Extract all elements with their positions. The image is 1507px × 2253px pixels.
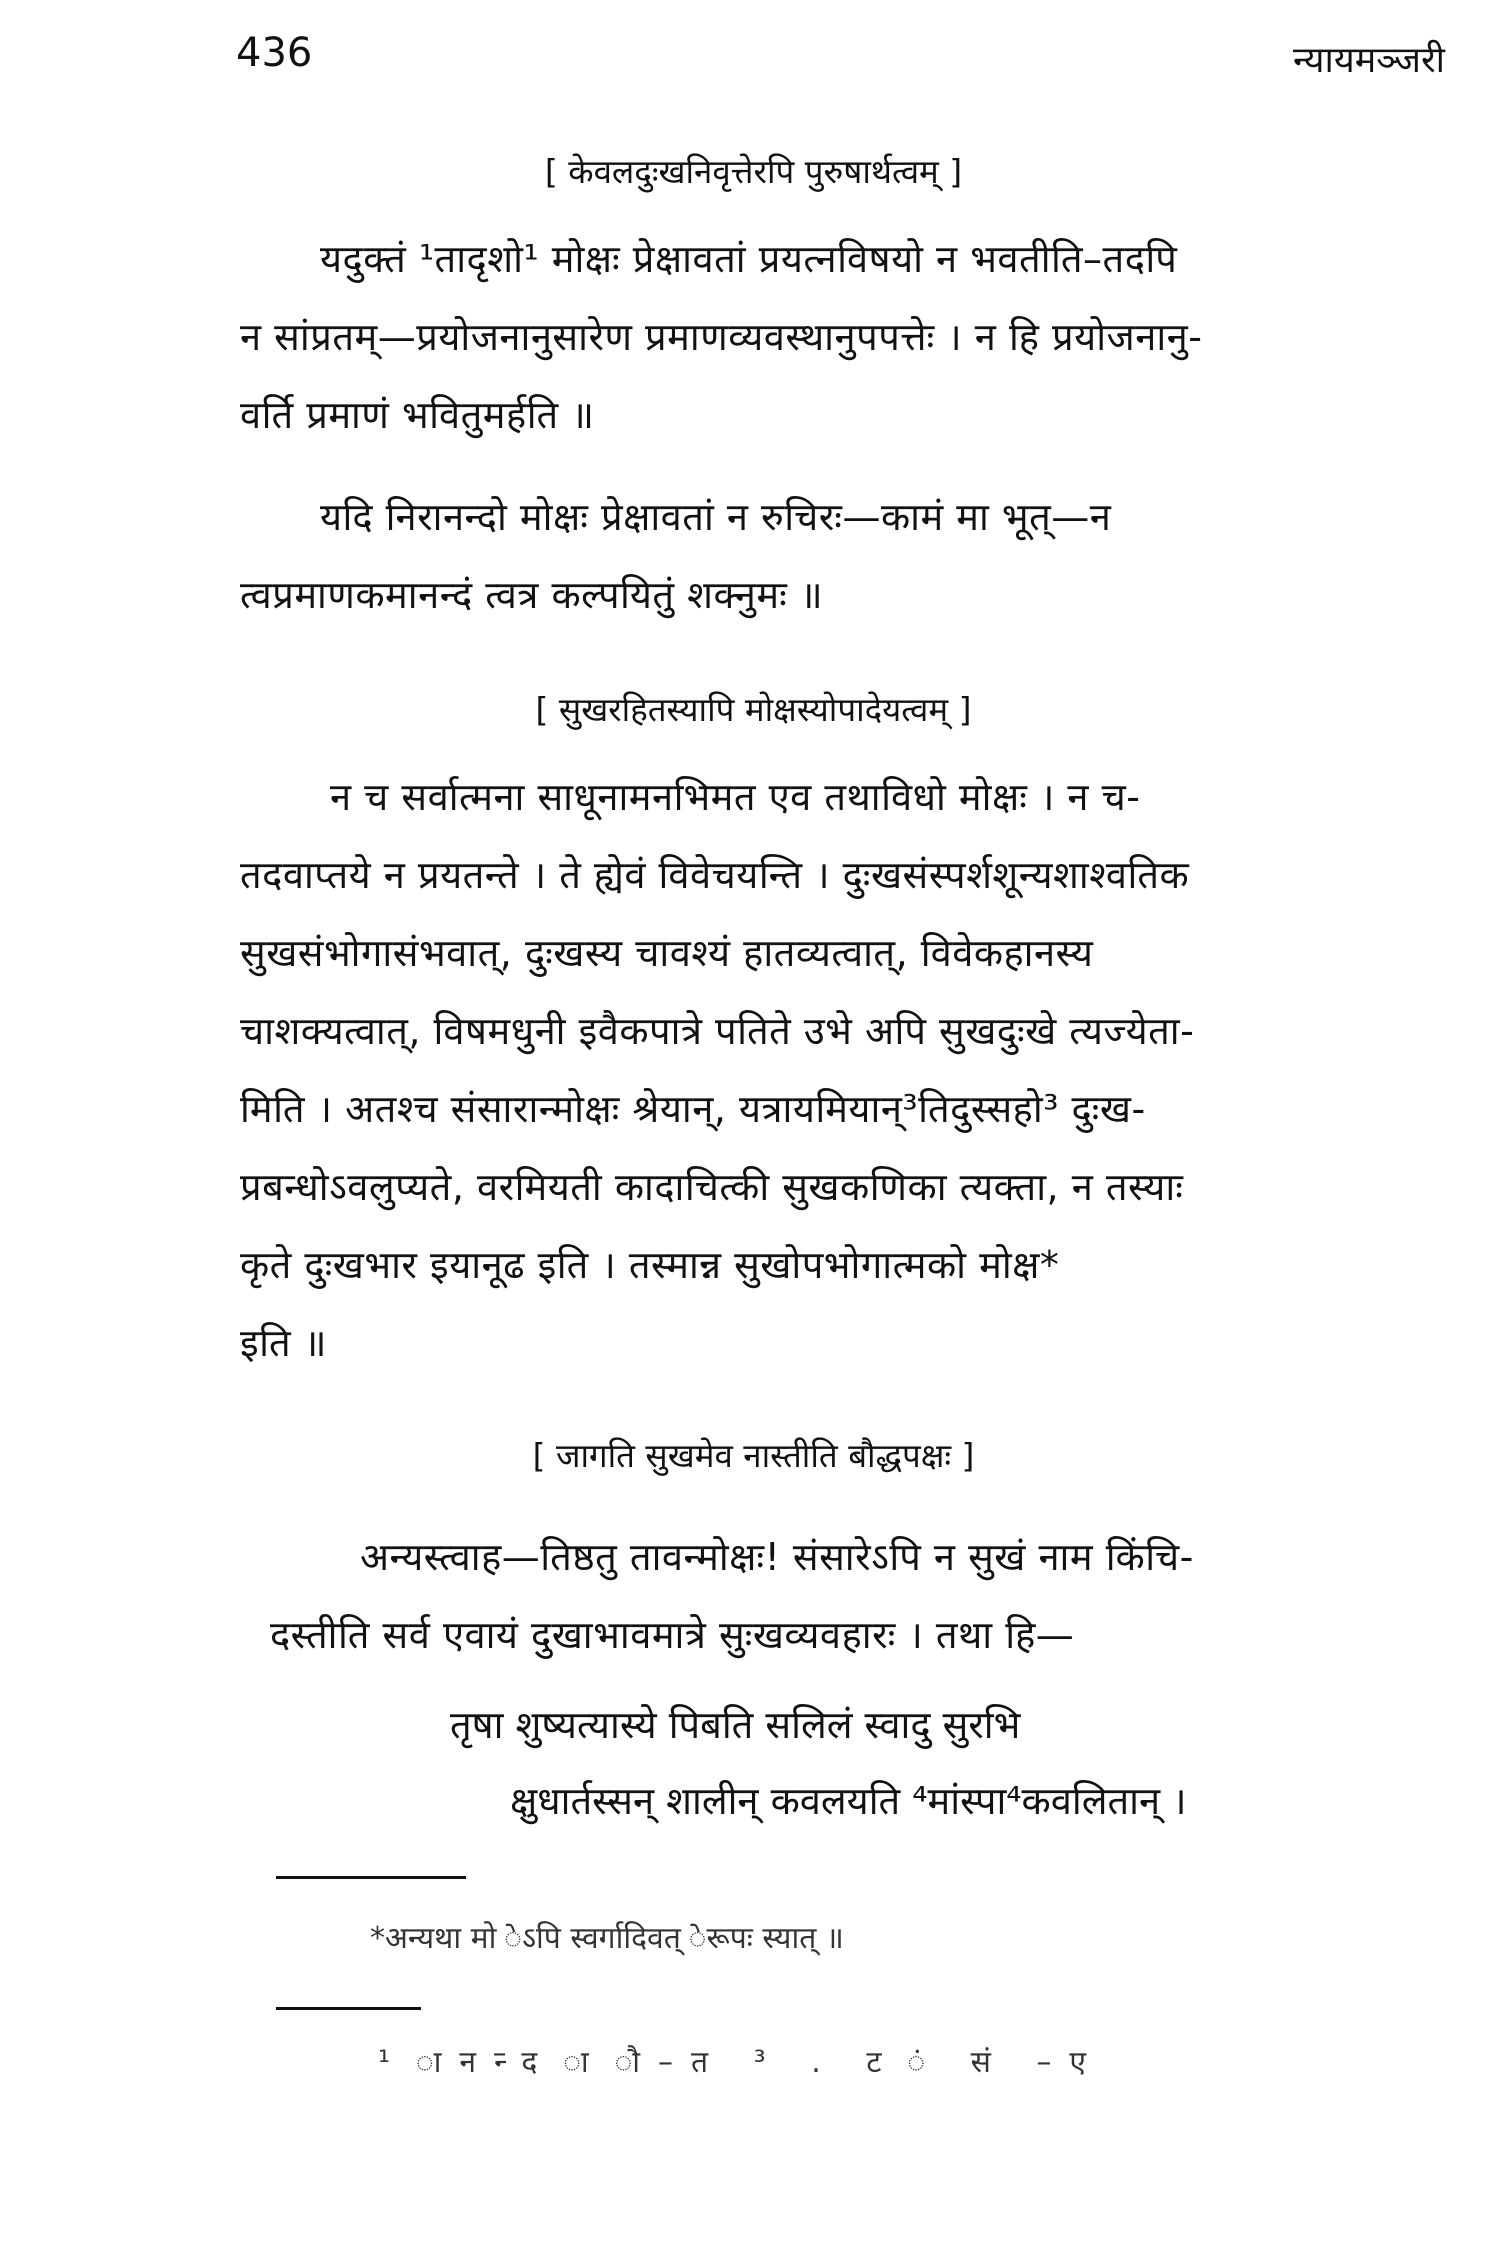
verse-line: क्षुधार्तस्सन् शालीन् कवलयति ⁴मांस्पा⁴कवलितान् । bbox=[510, 1779, 1187, 1823]
footnote-starred: *अन्यथा मो ेऽपि स्वर्गादिवत् ेरूपः स्यात् ॥ bbox=[370, 1921, 844, 1956]
text-line: यदुक्तं ¹तादृशो¹ मोक्षः प्रेक्षावतां प्रयत्नविषयो न भवतीति–तदपि bbox=[320, 237, 1178, 281]
text-line: त्वप्रमाणकमानन्दं त्वत्र कल्पयितुं शक्नुमः ॥ bbox=[240, 573, 824, 617]
text-line: यदि निरानन्दो मोक्षः प्रेक्षावतां न रुचिरः—कामं मा भूत्—न bbox=[320, 495, 1112, 539]
text-line: अन्यस्त्वाह—तिष्ठतु तावन्मोक्षः! संसारेऽपि न सुखं नाम किंचि- bbox=[360, 1535, 1194, 1579]
footnote-rule bbox=[276, 1876, 466, 1879]
section-heading-1: [ केवलदुःखनिवृत्तेरपि पुरुषार्थत्वम् ] bbox=[544, 152, 963, 191]
section-heading-3: [ जागति सुखमेव नास्तीति बौद्धपक्षः ] bbox=[532, 1436, 975, 1475]
text-line: दस्तीति सर्व एवायं दुखाभावमात्रे सुःखव्यवहारः । तथा हि— bbox=[270, 1613, 1075, 1657]
verse-line: तृषा शुष्यत्यास्ये पिबति सलिलं स्वादु सुरभि bbox=[450, 1703, 1021, 1747]
text-line: सुखसंभोगासंभवात्, दुःखस्य चावश्यं हातव्यत्वात्, विवेकहानस्य bbox=[240, 931, 1094, 975]
text-line: न सांप्रतम्—प्रयोजनानुसारेण प्रमाणव्यवस्थानुपपत्तेः । न हि प्रयोजनानु- bbox=[240, 315, 1203, 359]
footnote-rule bbox=[276, 2007, 421, 2010]
text-line: तदवाप्तये न प्रयतन्ते । ते ह्येवं विवेचयन्ति । दुःखसंस्पर्शशून्यशाश्वतिक bbox=[240, 853, 1190, 897]
text-line: इति ॥ bbox=[240, 1321, 328, 1365]
text-line: कृते दुःखभार इयानूढ इति । तस्मान्न सुखोपभोगात्मको मोक्ष* bbox=[240, 1243, 1060, 1287]
text-line: मिति । अतश्च संसारान्मोक्षः श्रेयान्, यत्रायमियान्³तिदुस्सहो³ दुःख- bbox=[240, 1087, 1146, 1131]
text-line: चाशक्यत्वात्, विषमधुनी इवैकपात्रे पतिते उभे अपि सुखदुःखे त्यज्येता- bbox=[240, 1009, 1195, 1053]
text-line: वर्ति प्रमाणं भवितुमर्हति ॥ bbox=[240, 393, 595, 437]
text-line: प्रबन्धोऽवलुप्यते, वरमियती कादाचित्की सुखकणिका त्यक्ता, न तस्याः bbox=[240, 1165, 1184, 1209]
section-heading-2: [ सुखरहितस्यापि मोक्षस्योपादेयत्वम् ] bbox=[535, 690, 972, 729]
running-title: न्यायमञ्जरी bbox=[1293, 40, 1445, 81]
footnote-numbered: ¹ ानन्द ा ौ–त ³ . ट ं सं –ए bbox=[378, 2045, 1104, 2080]
text-line: न च सर्वात्मना साधूनामनभिमत एव तथाविधो मोक्षः । न च- bbox=[330, 775, 1141, 819]
page-number: 436 bbox=[236, 30, 313, 76]
